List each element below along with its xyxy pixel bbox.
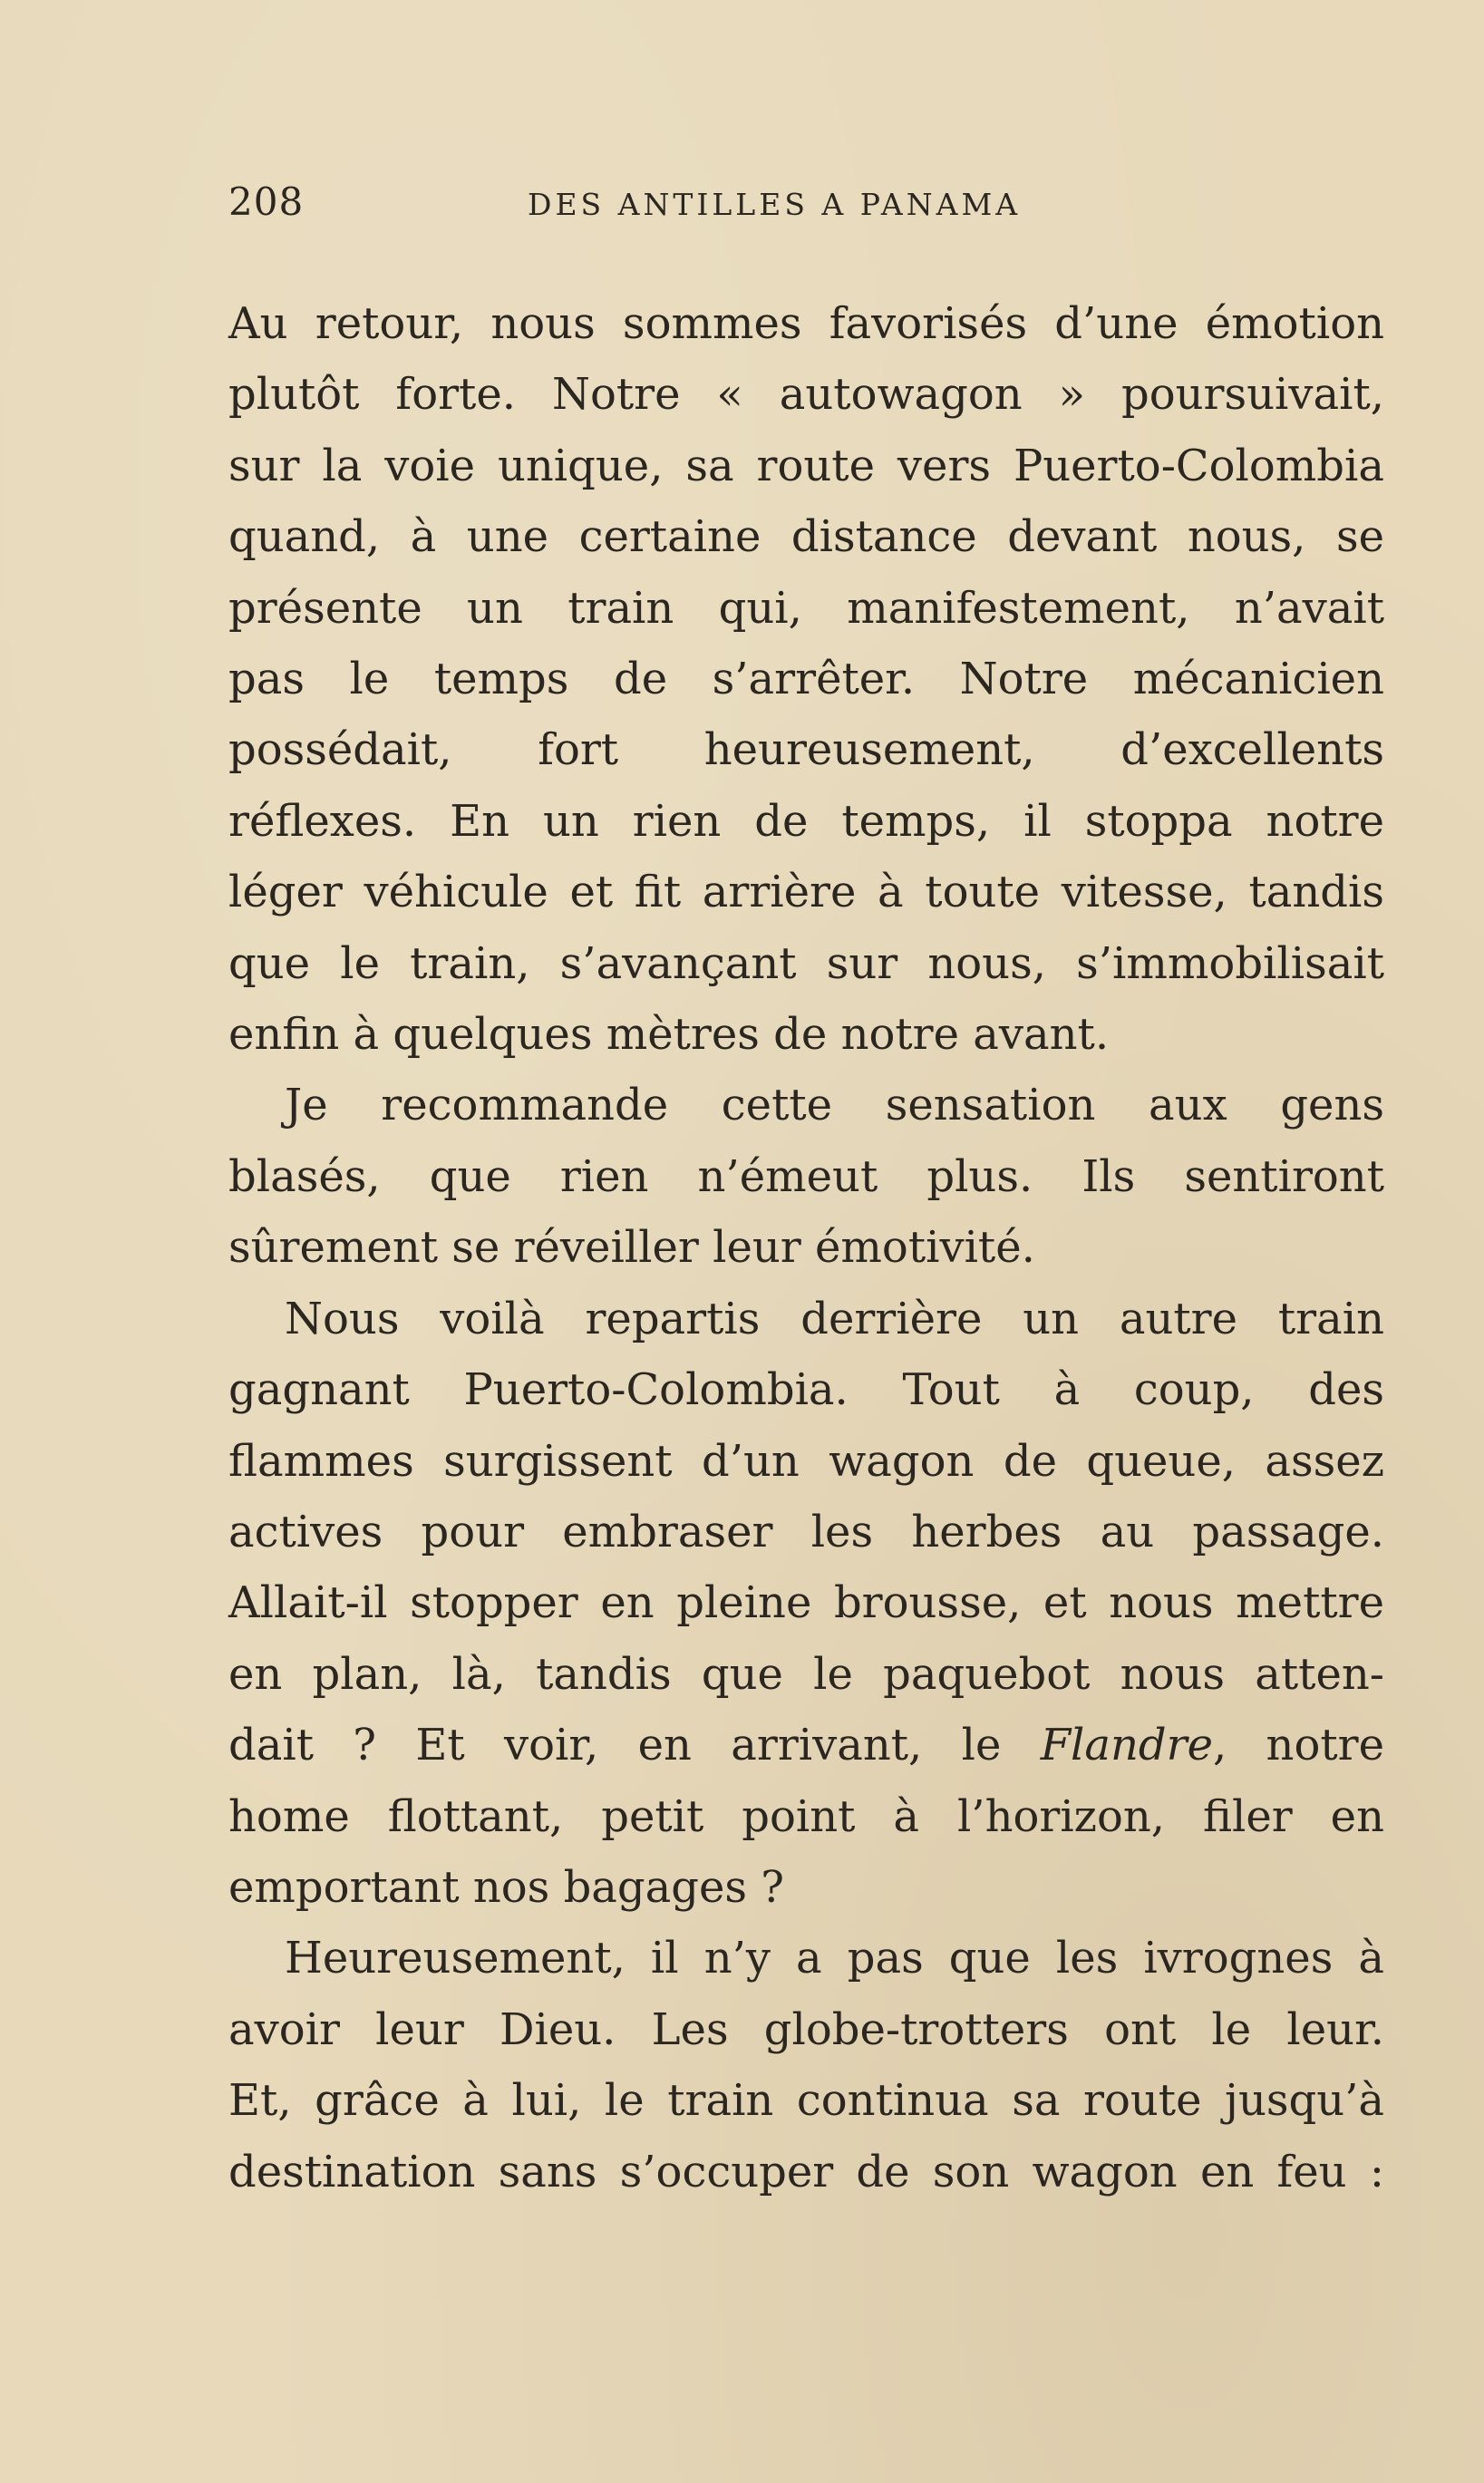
text-line: présente un train qui, manifestement, n’avait <box>228 582 1384 634</box>
text-segment: , notre <box>1212 1720 1385 1771</box>
text-line: réflexes. En un rien de temps, il stoppa notre <box>228 795 1384 847</box>
text-line: sûrement se réveiller leur émotivité. <box>228 1222 1035 1274</box>
text-line: quand, à une certaine distance devant nous, se <box>228 511 1384 563</box>
text-line: en plan, là, tandis que le paquebot nous atten- <box>228 1648 1384 1700</box>
page-number: 208 <box>228 179 305 224</box>
text-line-with-italic <box>228 1710 1384 1780</box>
text-line: que le train, s’avançant sur nous, s’immobilisait <box>228 937 1384 989</box>
text-line: Allait-il stopper en pleine brousse, et nous mettre <box>228 1577 1384 1629</box>
running-title: DES ANTILLES A PANAMA <box>528 187 1022 222</box>
text-line: blasés, que rien n’émeut plus. Ils sentiront <box>228 1150 1384 1202</box>
text-line: emportant nos bagages ? <box>228 1861 785 1913</box>
text-line: flammes surgissent d’un wagon de queue, assez <box>228 1435 1384 1487</box>
text-line: plutôt forte. Notre « autowagon » poursuivait, <box>228 369 1384 421</box>
text-line: destination sans s’occuper de son wagon en feu : <box>228 2146 1384 2197</box>
text-line: léger véhicule et fit arrière à toute vitesse, tandis <box>228 867 1384 918</box>
text-line: sur la voie unique, sa route vers Puerto-Colombia <box>228 440 1384 491</box>
text-line: Heureusement, il n’y a pas que les ivrognes à <box>285 1933 1384 1984</box>
page-header <box>228 179 1389 243</box>
text-line: pas le temps de s’arrêter. Notre mécanicien <box>228 654 1384 705</box>
text-line: Au retour, nous sommes favorisés d’une émotion <box>228 298 1384 349</box>
ship-name: Flandre <box>1040 1720 1213 1771</box>
text-line: avoir leur Dieu. Les globe-trotters ont le leur. <box>228 2003 1384 2055</box>
text-line: possédait, fort heureusement, d’excellents <box>228 724 1384 776</box>
body-text <box>228 288 1384 2207</box>
text-line: Et, grâce à lui, le train continua sa route jusqu’à <box>228 2075 1384 2127</box>
text-line: Nous voilà repartis derrière un autre train <box>285 1293 1384 1344</box>
text-line: Je recommande cette sensation aux gens <box>285 1080 1384 1131</box>
text-line: gagnant Puerto-Colombia. Tout à coup, des <box>228 1364 1384 1416</box>
text-line: enfin à quelques mètres de notre avant. <box>228 1009 1110 1061</box>
text-segment: dait ? Et voir, en arrivant, le <box>228 1720 1041 1771</box>
text-line: actives pour embraser les herbes au passage. <box>228 1506 1384 1557</box>
text-line: home flottant, petit point à l’horizon, filer en <box>228 1790 1384 1842</box>
